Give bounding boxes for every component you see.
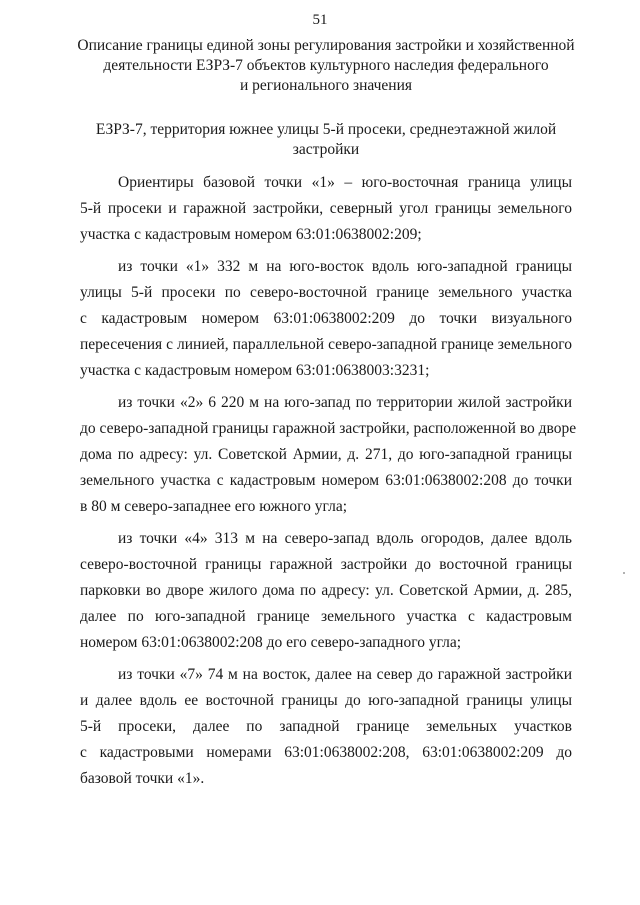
text-line: участка с кадастровым номером 63:01:0638002:209; [80,226,422,243]
paragraph-from-point-4 [80,526,572,656]
text-line: парковки во дворе жилого дома по адресу: ул. Советской Армии, д. 285, [80,582,572,599]
text-line: земельного участка с кадастровым номером 63:01:0638002:208 до точки [80,472,572,489]
document-title [72,36,580,96]
title-line: деятельности ЕЗРЗ-7 объектов культурного наследия федерального [103,57,549,74]
text-line: номером 63:01:0638002:208 до его северо-западного угла; [80,634,462,651]
title-line: и регионального значения [239,77,413,94]
text-line: 5-й просеки, далее по западной границе земельных участков [80,718,572,735]
text-line: и далее вдоль ее восточной границы до юго-западной границы улицы [80,692,572,709]
text-line: далее по юго-западной границе земельного участка с кадастровым [80,608,572,625]
text-line: из точки «2» 6 220 м на юго-запад по территории жилой застройки [118,394,572,411]
scan-speck [623,572,625,574]
document-body [80,170,577,792]
paragraph-from-point-7 [80,662,572,792]
text-line: из точки «1» 332 м на юго-восток вдоль юго-западной границы [118,258,572,275]
text-line: улицы 5-й просеки по северо-восточной границе земельного участка [80,284,572,301]
text-line: пересечения с линией, параллельной северо-западной границе земельного [80,336,572,353]
subtitle-line: ЕЗРЗ-7, территория южнее улицы 5-й просеки, среднеэтажной жилой [95,121,557,138]
paragraph-from-point-1 [80,254,572,384]
text-line: северо-восточной границы гаражной застройки до восточной границы [80,556,572,573]
text-line: Ориентиры базовой точки «1» – юго-восточная граница улицы [118,174,572,191]
text-line: из точки «7» 74 м на восток, далее на север до гаражной застройки [118,666,572,683]
text-line: с кадастровым номером 63:01:0638002:209 до точки визуального [80,310,572,327]
text-line: до северо-западной границы гаражной застройки, расположенной во дворе [80,420,577,437]
paragraph-base-point [80,170,572,248]
paragraph-from-point-2 [80,390,577,520]
text-line: в 80 м северо-западнее его южного угла; [80,498,348,515]
text-line: 5-й просеки и гаражной застройки, северный угол границы земельного [80,200,572,217]
text-line: из точки «4» 313 м на северо-запад вдоль огородов, далее вдоль [118,530,572,547]
text-line: участка с кадастровым номером 63:01:0638003:3231; [80,362,430,379]
title-line: Описание границы единой зоны регулирования застройки и хозяйственной [77,37,575,54]
text-line: базовой точки «1». [80,770,205,787]
text-line: с кадастровыми номерами 63:01:0638002:208, 63:01:0638002:209 до [80,744,572,761]
page-number: 51 [312,12,328,28]
text-line: дома по адресу: ул. Советской Армии, д. 271, до юго-западной границы [80,446,572,463]
subtitle-line: застройки [292,141,360,158]
zone-subtitle [72,120,580,160]
